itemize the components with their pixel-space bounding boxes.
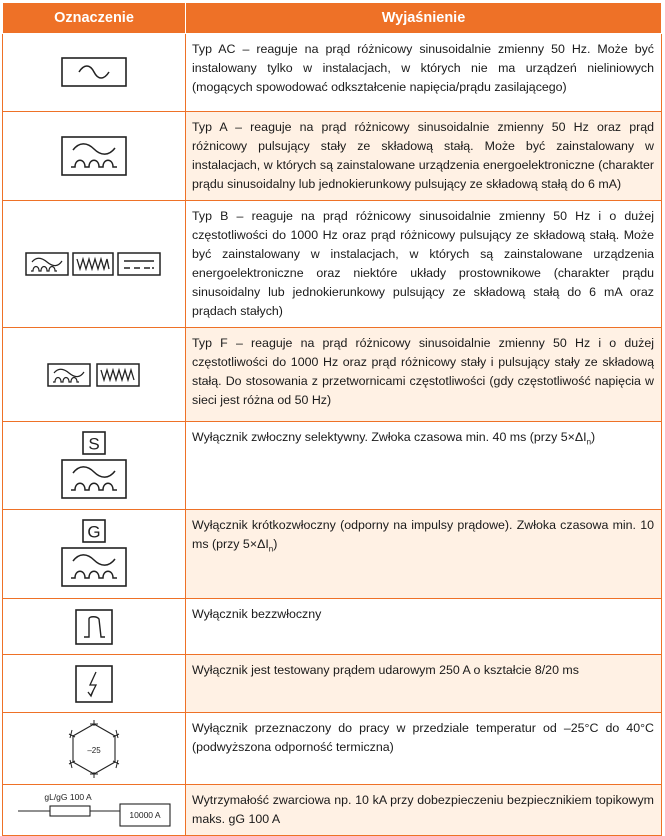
- selective-s-icon: [59, 430, 129, 502]
- desc-text-end: ): [273, 537, 278, 551]
- g-letter: G: [87, 522, 101, 542]
- header-explanation: Wyjaśnienie: [186, 3, 662, 34]
- header-designation: Oznaczenie: [3, 3, 186, 34]
- instant-pulse-icon: [74, 608, 114, 646]
- symbol-cell: [3, 655, 186, 713]
- desc-sub: n: [268, 544, 274, 554]
- symbol-cell: [3, 112, 186, 201]
- description-cell: [186, 422, 662, 510]
- desc-text: Wyłącznik zwłoczny selektywny. Zwłoka czasowa min. 40 ms (przy 5×ΔI: [192, 430, 587, 444]
- description-cell: Typ B – reaguje na prąd różnicowy sinusoidalnie zmienny 50 Hz i o dużej częstotliwości do 1000 Hz oraz prąd różnicowy pulsujący ze składową stałą. Może być zainstalowany w instalacjach, w których są zainstalowane urządzenia energoelektroniczne oraz niektóre układy prostownikowe (charakter prądu sinusoidalny lub jednokierunkowy pulsujący ze składową stałą do 6 mA oraz prądach stałych): [186, 201, 662, 328]
- description-cell: [186, 510, 662, 599]
- type-b-icon: [24, 251, 164, 277]
- table-row: [3, 201, 662, 328]
- table-row: [3, 34, 662, 112]
- description-cell: Wyłącznik przeznaczony do pracy w przedziale temperatur od –25°C do 40°C (podwyższona odporność termiczna): [186, 713, 662, 785]
- symbol-cell: [3, 201, 186, 328]
- table-row: [3, 422, 662, 510]
- description-cell: Wyłącznik bezzwłoczny: [186, 599, 662, 655]
- type-a-icon: [59, 134, 129, 178]
- table-row: [3, 112, 662, 201]
- lightning-icon: [74, 664, 114, 704]
- table-header-row: [3, 3, 662, 34]
- s-letter: S: [88, 434, 100, 453]
- description-cell: Wytrzymałość zwarciowa np. 10 kA przy dobezpieczeniu bezpiecznikiem topikowym maks. gG 100 A: [186, 785, 662, 836]
- type-f-icon: [46, 362, 142, 388]
- symbol-cell: [3, 328, 186, 422]
- short-circuit-current-label: 10000 A: [129, 810, 161, 820]
- fuse-rating-label: gL/gG 100 A: [44, 792, 92, 802]
- symbol-cell: [3, 422, 186, 510]
- desc-text-end: ): [591, 430, 596, 444]
- symbol-cell: [3, 599, 186, 655]
- rcd-symbols-table: [2, 2, 662, 836]
- desc-sub: n: [586, 437, 592, 447]
- table-row: [3, 655, 662, 713]
- ac-sine-icon: [59, 55, 129, 91]
- fuse-icon: [14, 790, 174, 830]
- description-cell: Wyłącznik jest testowany prądem udarowym 250 A o kształcie 8/20 ms: [186, 655, 662, 713]
- symbol-cell: [3, 34, 186, 112]
- table-row: [3, 328, 662, 422]
- temperature-label: –25: [87, 745, 101, 755]
- description-cell: Typ F – reaguje na prąd różnicowy sinusoidalnie zmienny 50 Hz i o dużej częstotliwości do 1000 Hz oraz prąd różnicowy stały i pulsujący stały ze składową stałą. Do stosowania z przetwornicami częstotliwości (gdy częstotliwość napięcia w sieci jest różna od 50 Hz): [186, 328, 662, 422]
- table-row: [3, 713, 662, 785]
- temperature-hexagon-icon: [61, 718, 127, 780]
- symbol-cell: [3, 713, 186, 785]
- table-row: [3, 510, 662, 599]
- symbol-cell: [3, 510, 186, 599]
- description-cell: Typ A – reaguje na prąd różnicowy sinusoidalnie zmienny 50 Hz oraz prąd różnicowy pulsujący stały ze składową stałą. Może być zainstalowany w instalacjach, w których są zainstalowane urządzenia energoelektroniczne (charakter prądu sinusoidalny lub jednokierunkowy pulsujący ze składową stałą do 6 mA): [186, 112, 662, 201]
- table-row: [3, 599, 662, 655]
- desc-text: Wyłącznik krótkozwłoczny (odporny na impulsy prądowe). Zwłoka czasowa min. 10 ms (przy 5×ΔI: [192, 518, 654, 551]
- description-cell: Typ AC – reaguje na prąd różnicowy sinusoidalnie zmienny 50 Hz. Może być instalowany tylko w instalacjach, w których nie ma urządzeń nieliniowych (mogących spowodować odkształcenie napięcia/prądu zasilającego): [186, 34, 662, 112]
- short-delay-g-icon: [59, 518, 129, 590]
